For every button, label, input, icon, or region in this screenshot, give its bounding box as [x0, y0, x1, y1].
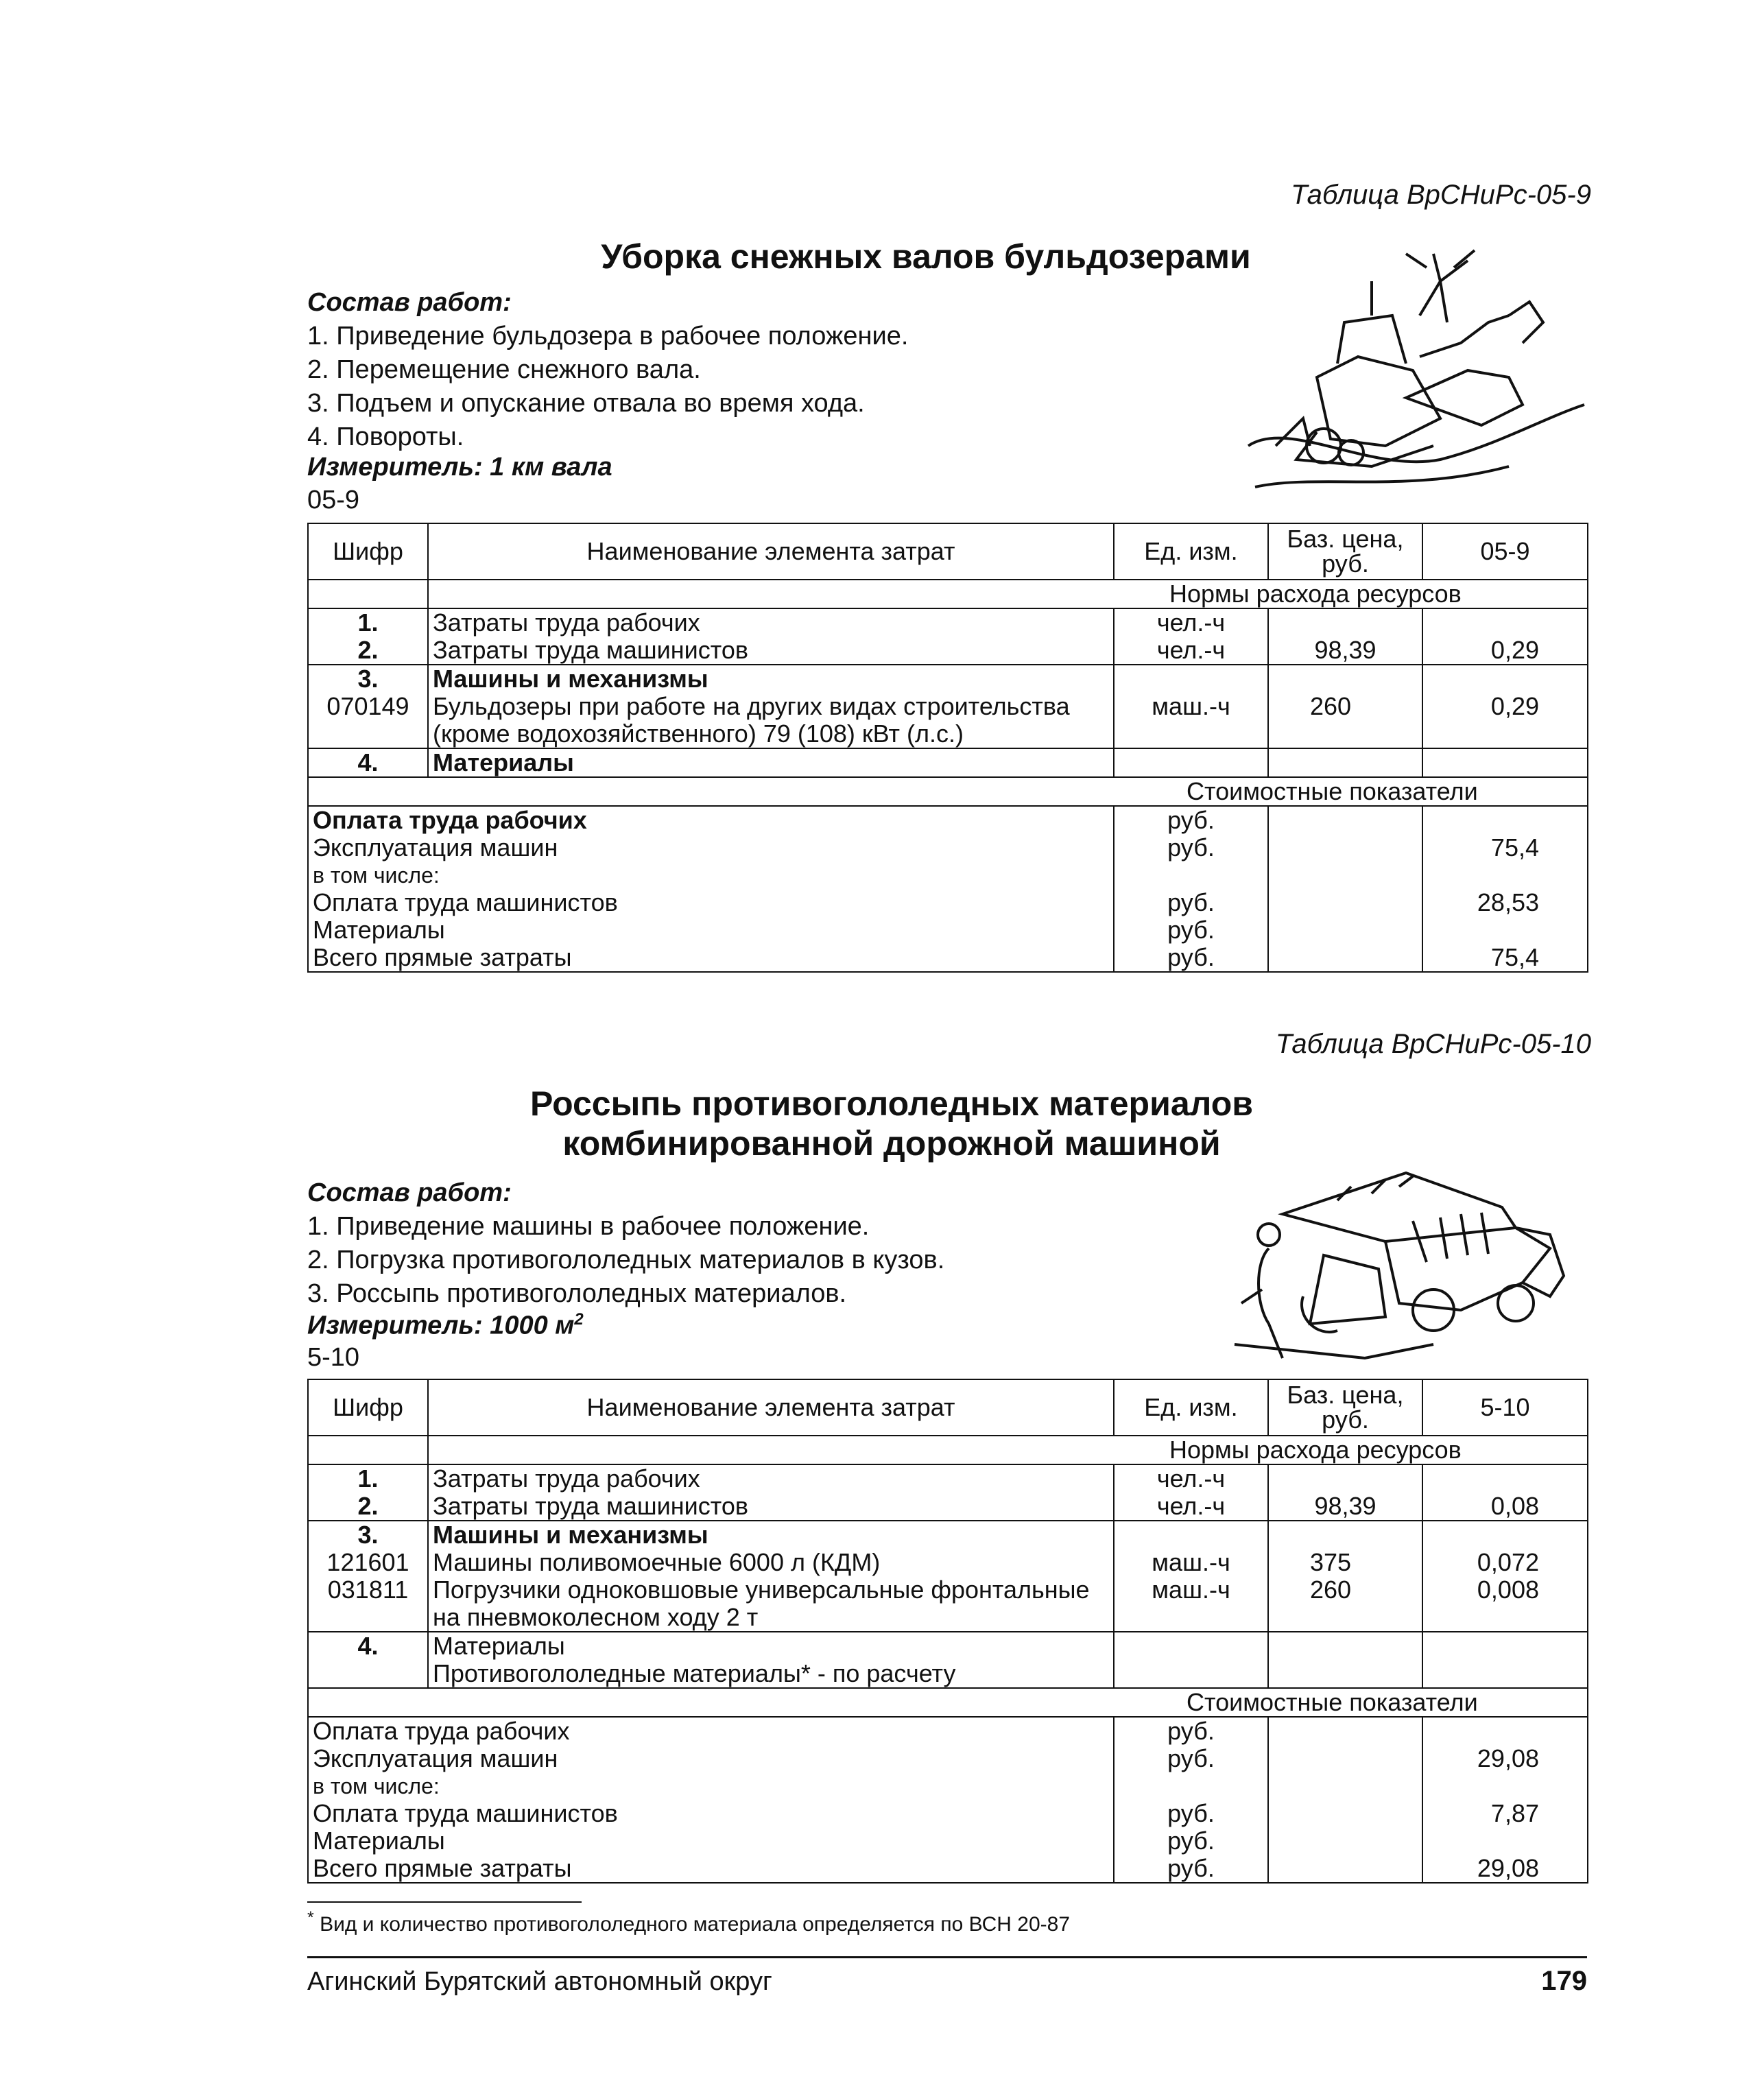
work-list — [307, 1210, 944, 1311]
table-row: 2. Затраты труда машинистов чел.-ч 98,39 0,08 — [308, 1493, 1588, 1521]
footnote: * Вид и количество противогололедного материала определяется по ВСН 20-87 — [307, 1908, 1071, 1936]
header-price: Баз. цена, руб. — [1268, 523, 1422, 580]
work-item: 2. Перемещение снежного вала. — [307, 355, 701, 384]
section-title: Уборка снежных валов бульдозерами — [601, 237, 1251, 276]
norms-label: Нормы расхода ресурсов — [428, 580, 1588, 608]
header-price: Баз. цена, руб. — [1268, 1379, 1422, 1436]
page-number: 179 — [1541, 1966, 1587, 1996]
work-composition-label: Состав работ: — [307, 288, 512, 317]
cost-row: Материалы руб. — [308, 1827, 1588, 1855]
cost-label: Стоимостные показатели — [308, 1688, 1588, 1717]
cost-row: Всего прямые затраты руб. 75,4 — [308, 944, 1588, 972]
cost-row: Эксплуатация машин руб. 29,08 — [308, 1745, 1588, 1772]
table-row: 4. Материалы Противогололедные материалы* - по расчету — [308, 1632, 1588, 1688]
table-ref: Таблица ВрСНиРс-05-9 — [1291, 180, 1591, 210]
header-shifr: Шифр — [308, 1379, 428, 1436]
cost-row: Материалы руб. — [308, 916, 1588, 944]
footer-rule — [307, 1956, 1587, 1958]
cost-row: Оплата труда машинистов руб. 28,53 — [308, 889, 1588, 916]
table-row: 4. Материалы — [308, 748, 1588, 777]
cost-row: Оплата труда рабочих руб. — [308, 806, 1588, 834]
cost-row: в том числе: — [308, 1772, 1588, 1800]
table-row: 121601 Машины поливомоечные 6000 л (КДМ) маш.-ч 375 0,072 — [308, 1549, 1588, 1576]
resource-table — [307, 1379, 1588, 1884]
table-code: 5-10 — [307, 1343, 360, 1372]
header-name: Наименование элемента затрат — [428, 523, 1114, 580]
table-row: 3. Машины и механизмы — [308, 1521, 1588, 1549]
header-code: 5-10 — [1422, 1379, 1588, 1436]
table-row: 3. Машины и механизмы — [308, 665, 1588, 693]
table-row: 1. Затраты труда рабочих чел.-ч — [308, 608, 1588, 637]
section-title: Россыпь противогололедных материалов комбинированной дорожной машиной — [529, 1084, 1254, 1163]
work-item: 3. Подъем и опускание отвала во время хода. — [307, 389, 865, 418]
resource-table — [307, 523, 1588, 973]
table-row: 2. Затраты труда машинистов чел.-ч 98,39 0,29 — [308, 637, 1588, 665]
work-item: 4. Повороты. — [307, 423, 464, 451]
table-ref: Таблица ВрСНиРс-05-10 — [1275, 1029, 1591, 1059]
header-unit: Ед. изм. — [1114, 1379, 1268, 1436]
table-row: 031811 Погрузчики одноковшовые универсальные фронтальные на пневмоколесном ходу 2 т маш.-ч 260 0,008 — [308, 1576, 1588, 1632]
work-item: 2. Погрузка противогололедных материалов в кузов. — [307, 1246, 945, 1274]
work-item: 3. Россыпь противогололедных материалов. — [307, 1279, 847, 1308]
table-row: 1. Затраты труда рабочих чел.-ч — [308, 1464, 1588, 1493]
work-composition-label: Состав работ: — [307, 1178, 512, 1207]
bulldozer-illustration — [1235, 240, 1591, 508]
footer-region: Агинский Бурятский автономный округ — [307, 1967, 772, 1996]
work-item: 1. Приведение машины в рабочее положение. — [307, 1212, 870, 1241]
cost-row: в том числе: — [308, 862, 1588, 889]
measure-unit: Измеритель: 1 км вала — [307, 453, 612, 482]
table-code: 05-9 — [307, 486, 360, 514]
cost-row: Эксплуатация машин руб. 75,4 — [308, 834, 1588, 862]
cost-row: Оплата труда рабочих руб. — [308, 1717, 1588, 1745]
work-list — [307, 320, 908, 454]
header-code: 05-9 — [1422, 523, 1588, 580]
norms-label: Нормы расхода ресурсов — [428, 1436, 1588, 1464]
measure-unit: Измеритель: 1000 $м^2$ — [307, 1310, 584, 1340]
road-machine-illustration — [1228, 1166, 1584, 1365]
footnote-rule — [307, 1901, 582, 1903]
cost-row: Всего прямые затраты руб. 29,08 — [308, 1855, 1588, 1883]
header-name: Наименование элемента затрат — [428, 1379, 1114, 1436]
cost-label: Стоимостные показатели — [308, 777, 1588, 806]
table-row: 070149 Бульдозеры при работе на других видах строительства (кроме водохозяйственного) 79 (108) кВт (л.с.) маш.-ч 260 0,29 — [308, 693, 1588, 748]
header-shifr: Шифр — [308, 523, 428, 580]
header-unit: Ед. изм. — [1114, 523, 1268, 580]
cost-row: Оплата труда машинистов руб. 7,87 — [308, 1800, 1588, 1827]
work-item: 1. Приведение бульдозера в рабочее положение. — [307, 322, 909, 351]
